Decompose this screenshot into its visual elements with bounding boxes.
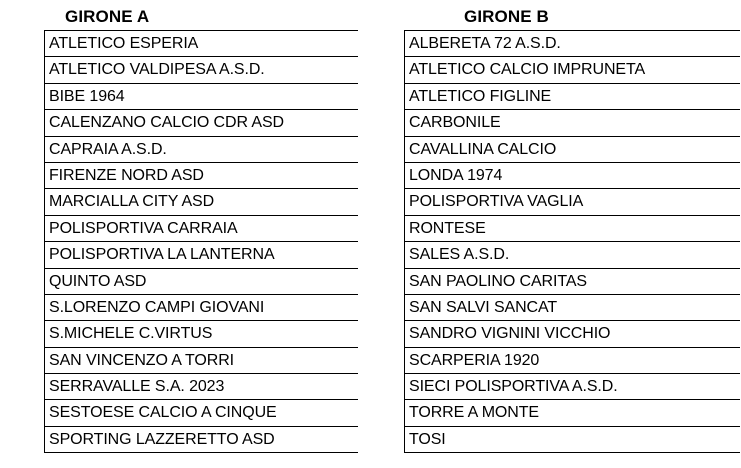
- team-row: CAVALLINA CALCIO: [405, 137, 740, 163]
- team-row: SAN PAOLINO CARITAS: [405, 269, 740, 295]
- team-row: SCARPERIA 1920: [405, 348, 740, 374]
- team-row: ATLETICO CALCIO IMPRUNETA: [405, 57, 740, 83]
- team-row: ATLETICO ESPERIA: [45, 31, 358, 57]
- team-row: SAN VINCENZO A TORRI: [45, 348, 358, 374]
- team-row: S.MICHELE C.VIRTUS: [45, 321, 358, 347]
- team-row: SALES A.S.D.: [405, 242, 740, 268]
- team-row: SIECI POLISPORTIVA A.S.D.: [405, 374, 740, 400]
- team-row: POLISPORTIVA CARRAIA: [45, 216, 358, 242]
- team-row: POLISPORTIVA LA LANTERNA: [45, 242, 358, 268]
- team-row: SANDRO VIGNINI VICCHIO: [405, 321, 740, 347]
- team-row: MARCIALLA CITY ASD: [45, 189, 358, 215]
- team-row: ALBERETA 72 A.S.D.: [405, 31, 740, 57]
- group-b-team-list: [404, 30, 740, 453]
- team-row: ATLETICO FIGLINE: [405, 84, 740, 110]
- team-row: LONDA 1974: [405, 163, 740, 189]
- group-a-team-list: [44, 30, 358, 453]
- group-a: [44, 0, 358, 453]
- team-row: RONTESE: [405, 216, 740, 242]
- team-row: S.LORENZO CAMPI GIOVANI: [45, 295, 358, 321]
- group-a-title: GIRONE A: [65, 7, 150, 26]
- team-row: SPORTING LAZZERETTO ASD: [45, 427, 358, 453]
- group-b: [404, 0, 740, 453]
- team-row: TOSI: [405, 427, 740, 453]
- team-row: CALENZANO CALCIO CDR ASD: [45, 110, 358, 136]
- team-row: CAPRAIA A.S.D.: [45, 137, 358, 163]
- team-row: POLISPORTIVA VAGLIA: [405, 189, 740, 215]
- team-row: FIRENZE NORD ASD: [45, 163, 358, 189]
- team-row: QUINTO ASD: [45, 269, 358, 295]
- team-row: CARBONILE: [405, 110, 740, 136]
- team-row: SERRAVALLE S.A. 2023: [45, 374, 358, 400]
- team-row: ATLETICO VALDIPESA A.S.D.: [45, 57, 358, 83]
- team-row: SESTOESE CALCIO A CINQUE: [45, 400, 358, 426]
- team-row: SAN SALVI SANCAT: [405, 295, 740, 321]
- team-row: TORRE A MONTE: [405, 400, 740, 426]
- team-row: BIBE 1964: [45, 84, 358, 110]
- group-b-title: GIRONE B: [464, 7, 549, 26]
